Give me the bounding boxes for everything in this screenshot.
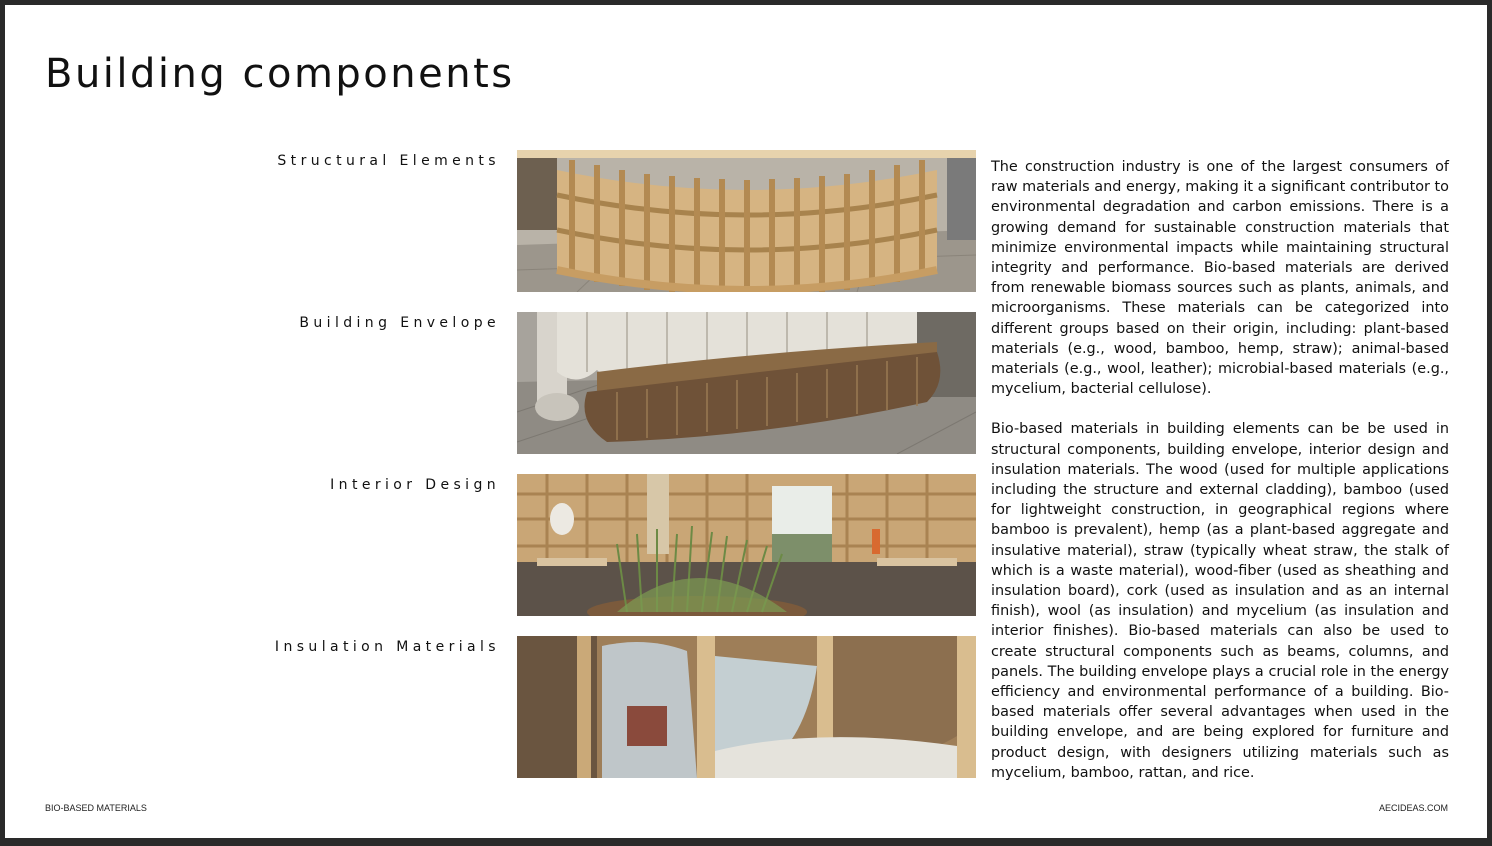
- row-label-structural-elements: Structural Elements: [277, 153, 500, 169]
- row-label-building-envelope: Building Envelope: [299, 315, 500, 331]
- building-envelope-photo: [517, 312, 976, 454]
- footer-left: BIO-BASED MATERIALS: [45, 803, 147, 813]
- page-title: Building components: [45, 51, 515, 97]
- paragraph-building-elements: Bio-based materials in building elements can be be used in structural components, building envelope, interior design and insulation materials. The wood (used for multiple applications including the structure and external cladding), bamboo (used for lightweight construction, in geographical regions where bamboo is prevalent), hemp (as a plant-based aggregate and insulative material), straw (typically wheat straw, the stalk of which is a waste material), wood-fiber (used as sheathing and insulation board), cork (used as insulation and as an internal finish), wool (as insulation) and mycelium (as insulation and interior finishes). Bio-based materials can also be used to create structural components such as beams, columns, and panels. The building envelope plays a crucial role in the energy efficiency and environmental performance of a building. Bio-based materials offer several advantages when used in the building envelope, and are being explored for furniture and product design, with designers utilizing materials such as mycelium, bamboo, rattan, and rice.: [991, 421, 1449, 781]
- row-label-insulation-materials: Insulation Materials: [274, 639, 500, 655]
- row-label-interior-design: Interior Design: [330, 477, 500, 493]
- interior-design-photo: [517, 474, 976, 616]
- slide: [5, 5, 1487, 838]
- footer-right: AECIDEAS.COM: [1378, 803, 1448, 813]
- structural-elements-photo: [517, 150, 976, 292]
- insulation-materials-photo: [517, 636, 976, 778]
- body-text: [991, 157, 1449, 803]
- paragraph-intro: The construction industry is one of the largest consumers of raw materials and energy, making it a significant contributor to environmental degradation and carbon emissions. There is a growing demand for sustainable construction materials that minimize environmental impacts while maintaining structural integrity and performance. Bio-based materials are derived from renewable biomass sources such as plants, animals, and microorganisms. These materials can be categorized into different groups based on their origin, including: plant-based materials (e.g., wood, bamboo, hemp, straw); animal-based materials (e.g., wool, leather); microbial-based materials (e.g., mycelium, bacterial cellulose).: [991, 159, 1449, 398]
